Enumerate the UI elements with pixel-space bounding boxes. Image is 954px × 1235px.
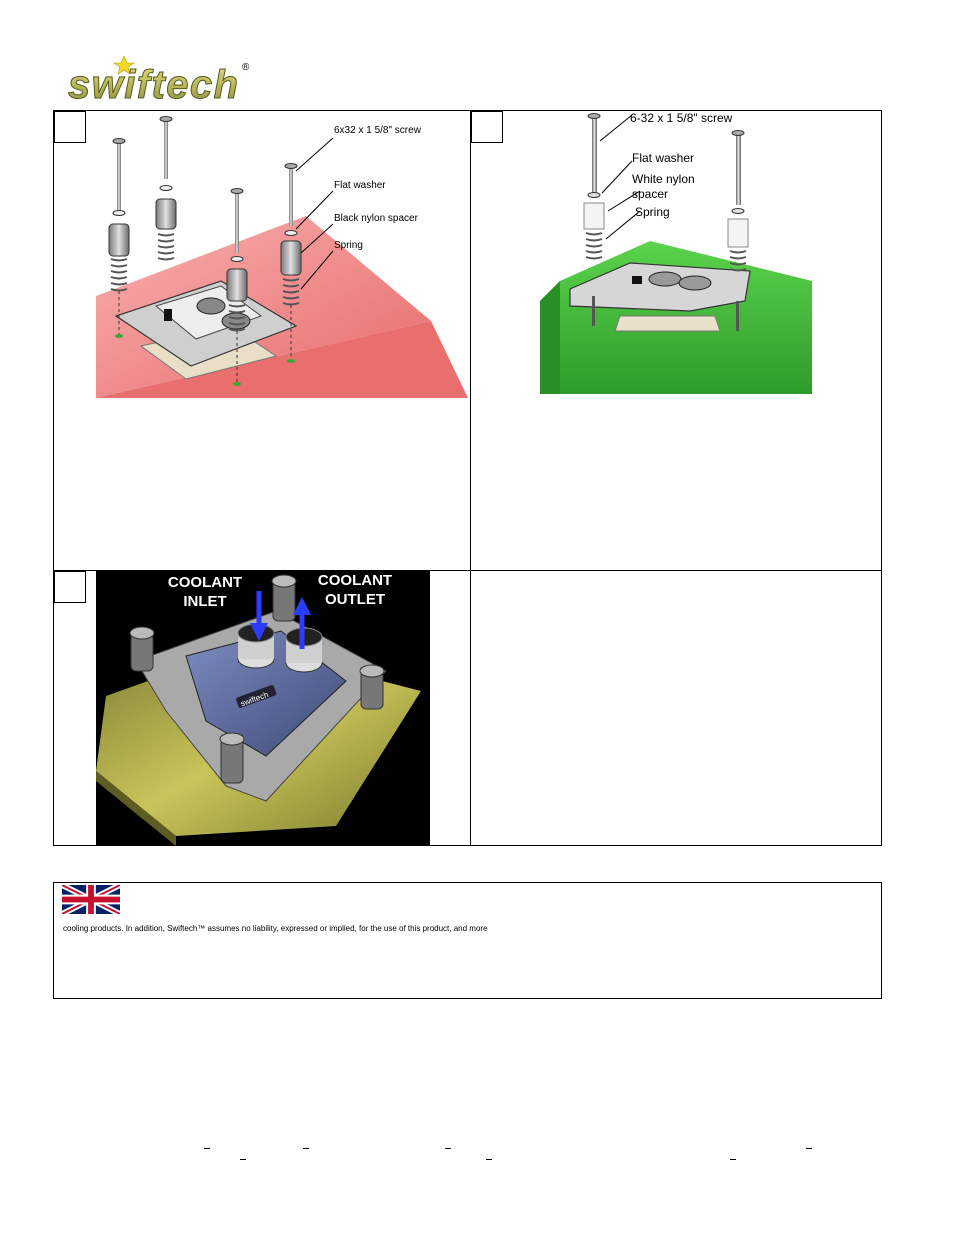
stray-mark xyxy=(486,1159,492,1160)
svg-text:®: ® xyxy=(242,62,250,73)
swiftech-logo xyxy=(66,56,256,104)
stray-mark xyxy=(806,1148,812,1149)
callout-screw: 6x32 x 1 5/8" screw xyxy=(334,125,421,136)
step-number-box-2 xyxy=(471,111,503,143)
coolant-outlet-label: COOLANT OUTLET xyxy=(317,572,393,608)
exploded-mounting-illustration-red-board xyxy=(96,111,468,398)
callout-washer: Flat washer xyxy=(334,180,386,191)
stray-mark xyxy=(303,1148,309,1149)
installation-steps-table xyxy=(53,110,882,846)
callout-spring-2: Spring xyxy=(635,205,670,219)
warranty-text: cooling products. In addition, Swiftech™ assumes no liability, expressed or implied, for the use of this product, and more xyxy=(63,924,488,933)
coolant-flow-photo xyxy=(96,571,430,846)
stray-mark xyxy=(240,1159,246,1160)
step-number-box-3 xyxy=(54,571,86,603)
callout-spring: Spring xyxy=(334,240,363,251)
warranty-notice-box xyxy=(53,882,882,999)
stray-mark xyxy=(445,1148,451,1149)
svg-text:swiftech: swiftech xyxy=(239,690,270,709)
logo-wordmark: swiftech xyxy=(68,63,238,104)
callout-washer-2: Flat washer xyxy=(632,151,695,165)
callout-spacer-2: White nylon spacer xyxy=(632,172,695,201)
coolant-inlet-label: COOLANT INLET xyxy=(167,574,243,610)
callout-spacer: Black nylon spacer xyxy=(334,213,418,224)
stray-mark xyxy=(204,1148,210,1149)
callout-screw-2: 6-32 x 1 5/8" screw xyxy=(630,111,733,125)
table-divider-vertical xyxy=(470,111,471,845)
uk-flag-icon xyxy=(62,885,120,914)
step-number-box-1 xyxy=(54,111,86,143)
stray-mark xyxy=(730,1159,736,1160)
